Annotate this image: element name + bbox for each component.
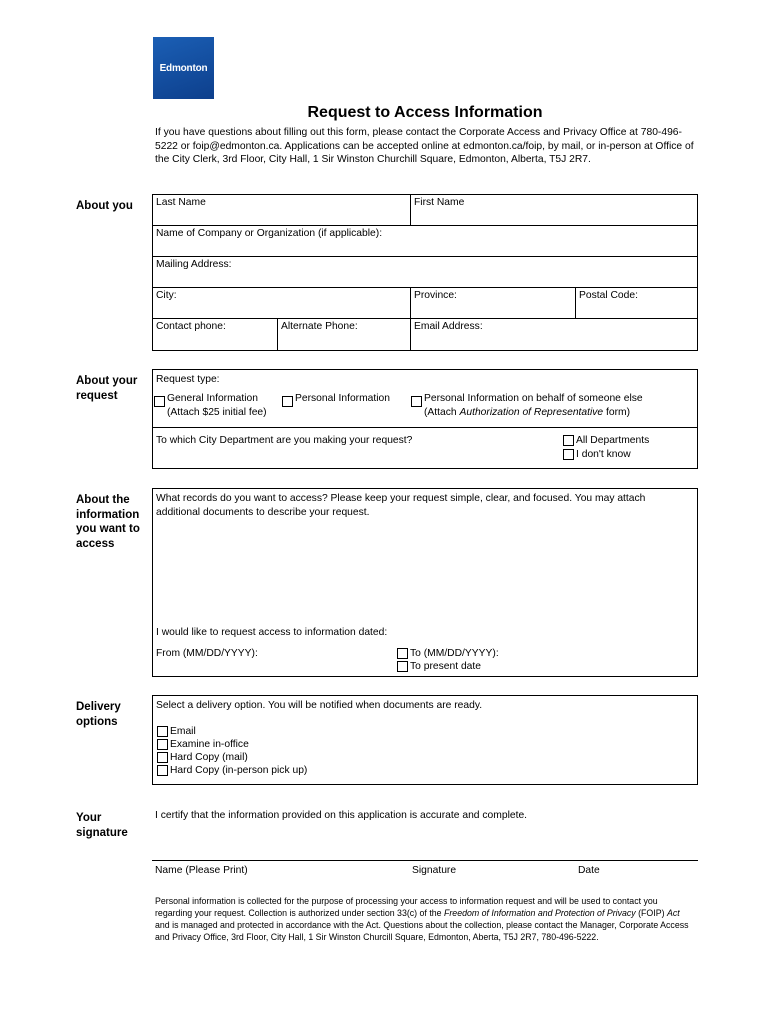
section-signature-line1: Your — [76, 812, 102, 824]
last-name-field[interactable] — [152, 194, 411, 226]
section-delivery — [76, 700, 121, 729]
section-about-info-line1: About the — [76, 494, 130, 506]
behalf-label: Personal Information on behalf of someone else — [424, 393, 643, 404]
delivery-option-email[interactable] — [157, 725, 196, 739]
name-print-label: Name (Please Print) — [155, 865, 248, 876]
delivery-option-examine[interactable] — [157, 738, 249, 752]
section-about-info-line2: information — [76, 508, 140, 521]
email-field[interactable] — [410, 318, 698, 351]
date-label: Date — [578, 865, 600, 876]
from-date-label: From (MM/DD/YYYY): — [156, 648, 258, 659]
mailing-label: Mailing Address: — [156, 259, 232, 270]
delivery-email-label: Email — [170, 726, 196, 737]
section-delivery-line1: Delivery — [76, 701, 121, 713]
section-about-info-line4: access — [76, 537, 115, 550]
behalf-attach-3: form) — [603, 406, 631, 418]
page-title: Request to Access Information — [307, 104, 543, 121]
privacy-text-2: Freedom of Information and Protection of Privacy — [444, 908, 636, 918]
behalf-attach-1: (Attach — [424, 406, 460, 418]
general-info-checkbox[interactable] — [154, 396, 165, 407]
general-info-option[interactable] — [154, 392, 267, 419]
last-name-label: Last Name — [156, 197, 206, 208]
intro-text: If you have questions about filling out this form, please contact the Corporate Access and Privacy Office at 780-496-5222 or foip@edmonton.ca. Applications can be accepted online at edmonton.ca/foip, by mail, or in-person at Office of the City Clerk, 3rd Floor, City Hall, 1 Sir Winston Churchill Square, Edmonton, Alberta, T5J 2R7. — [155, 127, 694, 165]
present-date-label: To present date — [410, 661, 481, 672]
about-you-grid — [152, 194, 698, 351]
delivery-option-pickup[interactable] — [157, 764, 307, 778]
behalf-option[interactable] — [411, 392, 643, 419]
all-departments-option[interactable] — [563, 434, 649, 448]
section-about-information — [76, 493, 140, 551]
section-about-you: About you — [76, 200, 133, 212]
delivery-examine-checkbox[interactable] — [157, 739, 168, 750]
personal-info-label: Personal Information — [295, 393, 391, 404]
general-info-fee: (Attach $25 initial fee) — [167, 406, 267, 418]
department-question: To which City Department are you making your request? — [156, 435, 413, 446]
delivery-pickup-label: Hard Copy (in-person pick up) — [170, 765, 308, 776]
delivery-email-checkbox[interactable] — [157, 726, 168, 737]
delivery-mail-checkbox[interactable] — [157, 752, 168, 763]
privacy-text-4: Act — [666, 908, 680, 918]
delivery-mail-label: Hard Copy (mail) — [170, 752, 248, 763]
to-date-option[interactable] — [397, 647, 499, 661]
present-date-option[interactable] — [397, 660, 481, 674]
records-box[interactable] — [152, 488, 698, 677]
first-name-field[interactable] — [410, 194, 698, 226]
postal-code-field[interactable] — [575, 287, 698, 319]
privacy-text-3: (FOIP) — [635, 908, 667, 918]
personal-info-option[interactable] — [282, 392, 390, 407]
delivery-pickup-checkbox[interactable] — [157, 765, 168, 776]
edmonton-logo — [153, 37, 214, 99]
section-signature-line2: signature — [76, 826, 128, 839]
city-label: City: — [156, 290, 177, 301]
to-date-label: To (MM/DD/YYYY): — [410, 648, 499, 659]
to-date-checkbox[interactable] — [397, 648, 408, 659]
city-field[interactable] — [152, 287, 411, 319]
company-field[interactable] — [152, 225, 698, 257]
first-name-label: First Name — [414, 197, 465, 208]
present-date-checkbox[interactable] — [397, 661, 408, 672]
privacy-text-1: Personal information is collected for the purpose of processing your access to information request and will be used to contact you regarding your request. Collection is authorized under section 33(c) of the — [155, 896, 658, 918]
signature-line[interactable] — [152, 860, 698, 861]
privacy-notice — [155, 895, 690, 943]
mailing-address-field[interactable] — [152, 256, 698, 288]
section-about-request-line2: request — [76, 389, 118, 402]
request-divider — [152, 427, 698, 428]
behalf-checkbox[interactable] — [411, 396, 422, 407]
dont-know-label: I don't know — [576, 449, 631, 460]
delivery-box — [152, 695, 698, 785]
personal-info-checkbox[interactable] — [282, 396, 293, 407]
email-label: Email Address: — [414, 321, 483, 332]
general-info-label: General Information — [167, 393, 259, 404]
dont-know-option[interactable] — [563, 448, 631, 462]
delivery-examine-label: Examine in-office — [170, 739, 249, 750]
dont-know-checkbox[interactable] — [563, 449, 574, 460]
postal-label: Postal Code: — [579, 290, 638, 301]
company-label: Name of Company or Organization (if applicable): — [156, 228, 383, 239]
signature-label: Signature — [412, 865, 457, 876]
section-about-info-line3: you want to — [76, 523, 140, 535]
section-about-request — [76, 374, 137, 403]
all-departments-label: All Departments — [576, 435, 650, 446]
delivery-prompt: Select a delivery option. You will be notified when documents are ready. — [156, 700, 483, 711]
dated-label: I would like to request access to information dated: — [156, 627, 388, 638]
behalf-attach-2: Authorization of Representative — [459, 406, 604, 418]
section-delivery-line2: options — [76, 715, 118, 728]
request-type-label: Request type: — [156, 374, 220, 385]
section-signature — [76, 811, 128, 840]
alternate-phone-field[interactable] — [277, 318, 411, 351]
privacy-text-5: and is managed and protected in accordance with the Act. Questions about the collection, please contact the Manager, Corporate Access and Privacy Office, 3rd Floor, City Hall, 1 Sir Winston Churcill Square, Edmonton, Aberta, T5J 2R7, 780-496-5222. — [155, 920, 689, 942]
province-label: Province: — [414, 290, 457, 301]
section-about-request-line1: About your — [76, 375, 138, 387]
certify-text: I certify that the information provided on this application is accurate and complete. — [155, 810, 528, 821]
contact-phone-label: Contact phone: — [156, 321, 226, 332]
all-departments-checkbox[interactable] — [563, 435, 574, 446]
province-field[interactable] — [410, 287, 576, 319]
logo-text: Edmonton — [159, 62, 208, 74]
request-box — [152, 369, 698, 469]
contact-phone-field[interactable] — [152, 318, 278, 351]
records-question: What records do you want to access? Please keep your request simple, clear, and focused. You may attach additional documents to describe your request. — [156, 493, 646, 518]
delivery-option-mail[interactable] — [157, 751, 248, 765]
alt-phone-label: Alternate Phone: — [281, 321, 358, 332]
